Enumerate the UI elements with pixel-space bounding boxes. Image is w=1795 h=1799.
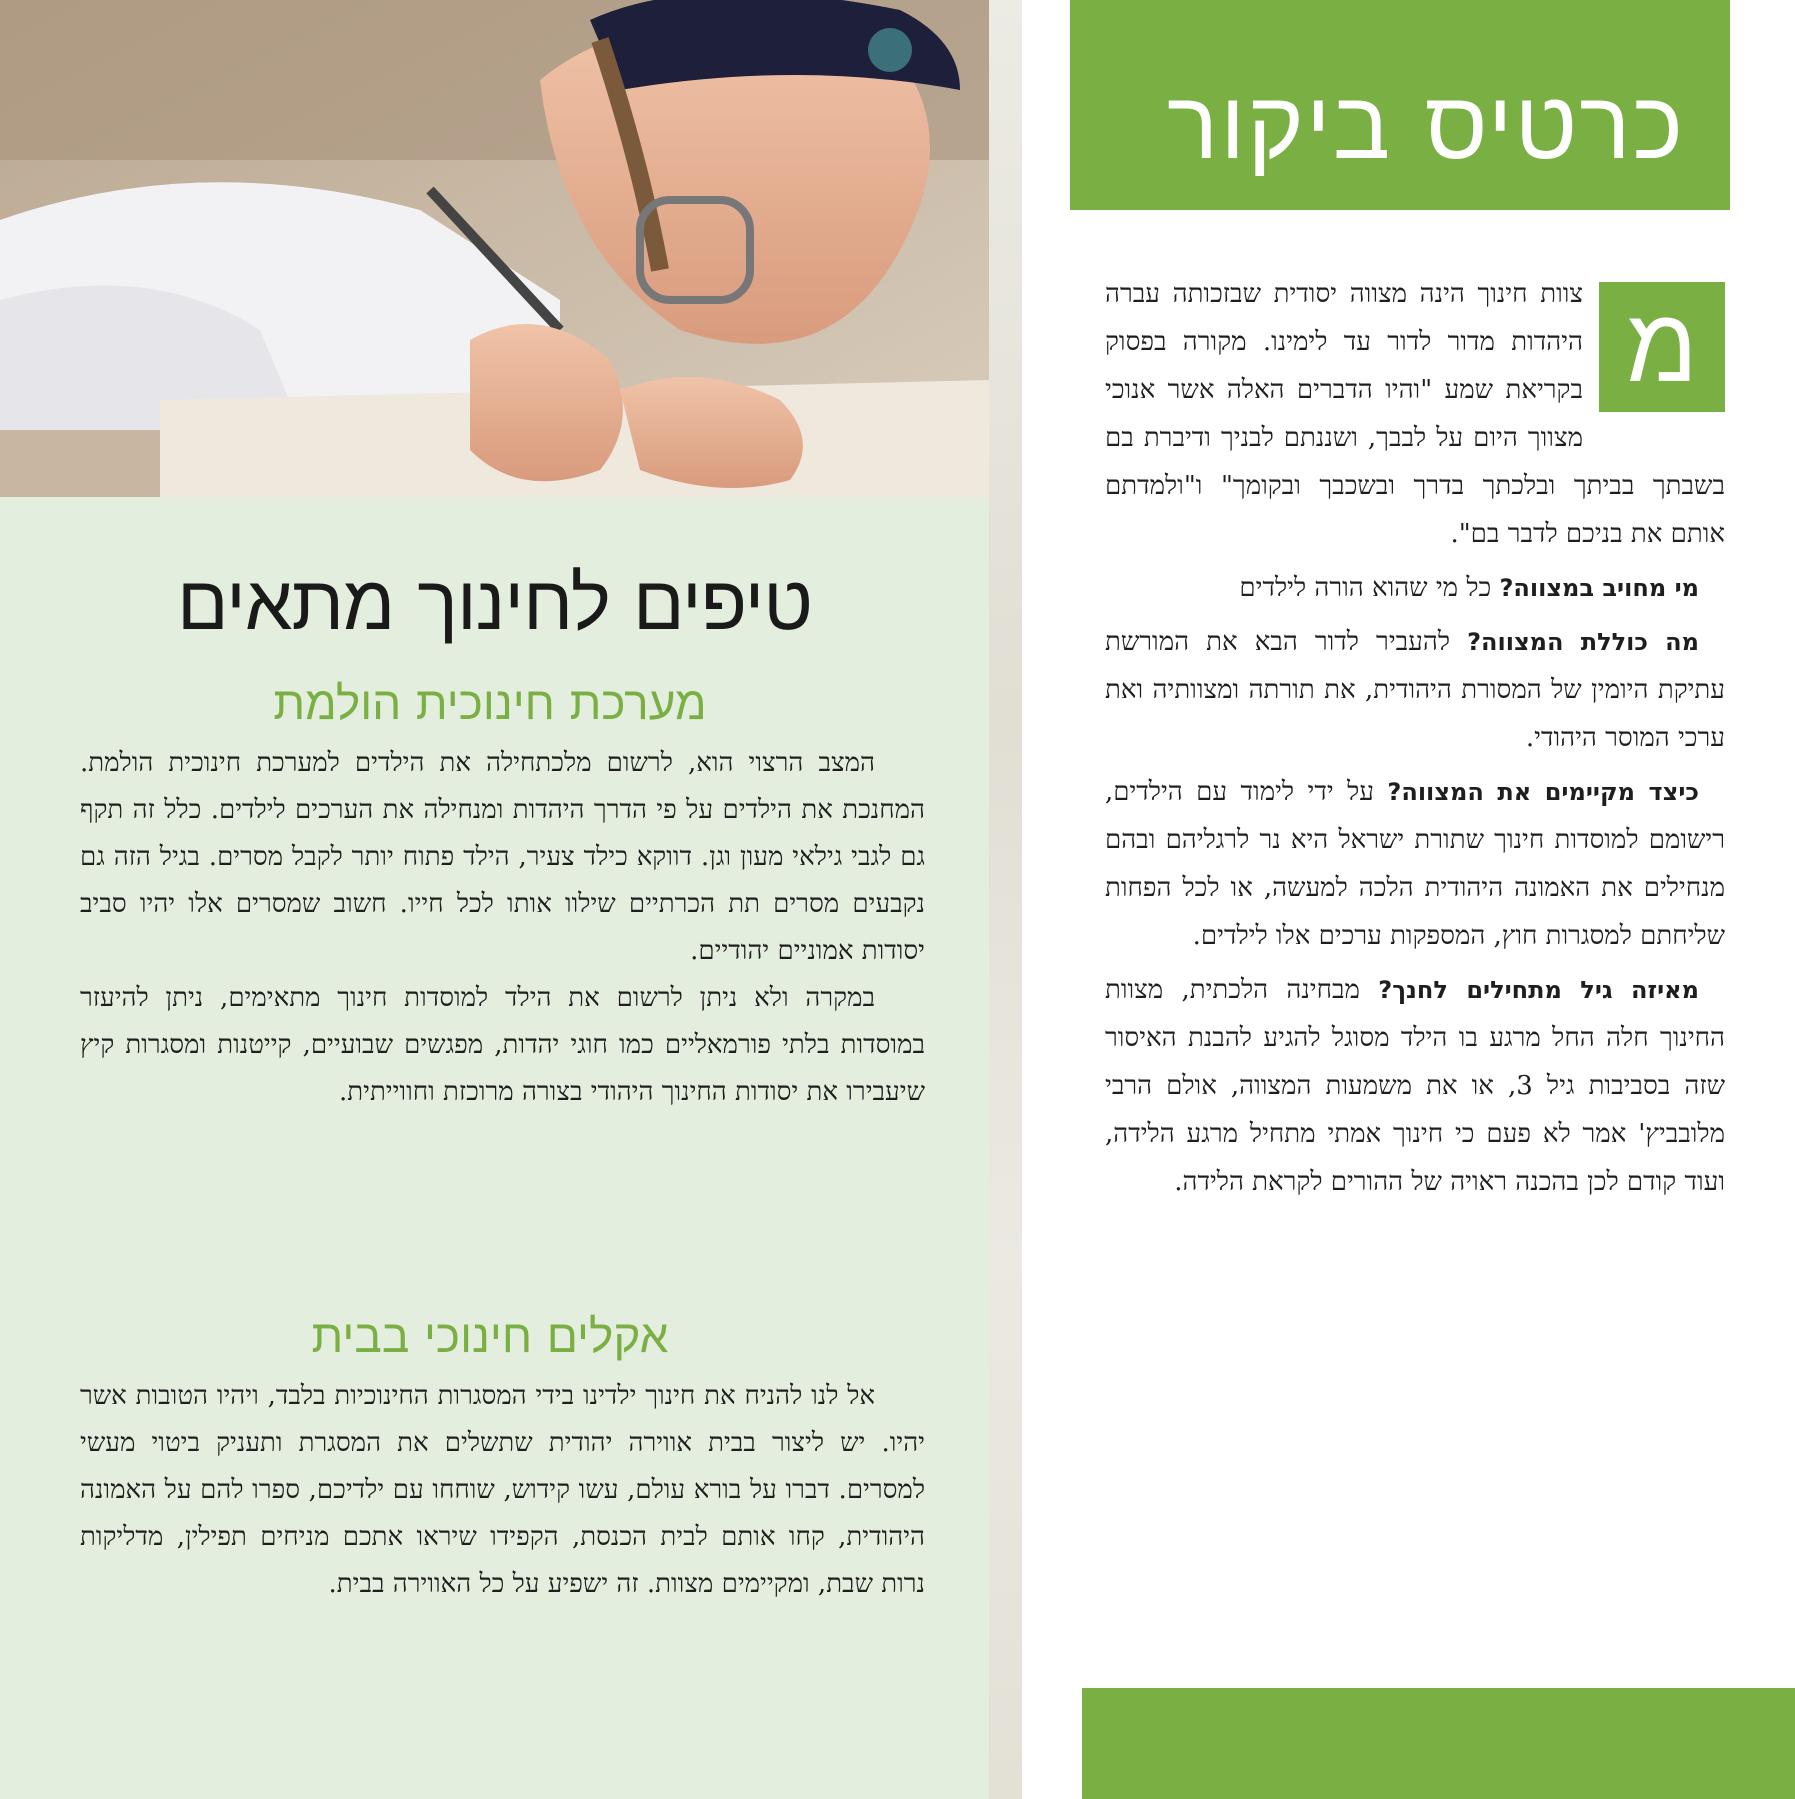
bottom-accent-bar [1082,1688,1795,1799]
qa-item [1105,618,1725,762]
tips-paragraph: המצב הרצוי הוא, לרשום מלכתחילה את הילדים למערכת חינוכית הולמת. המחנכת את הילדים על פי הדרך היהדות ומנחילה את הערכים לילדים. כלל זה תקף גם לגבי גילאי מעון וגן. דווקא כילד צעיר, הילד פתוח יותר לקבל מסרים. בגיל הזה גם נקבעים מסרים תת הכרתיים שילוו אותו לכל חייו. חשוב שמסרים אלו יהיו סביב יסודות אמוניים יהודיים. [80,748,926,966]
intro-text: צוות חינוך הינה מצווה יסודית שבזכותה עברה היהדות מדור לדור עד לימינו. מקורה בפסוק בקריאת שמע "והיו הדברים האלה אשר אנוכי מצווך היום על לבבך, ושננתם לבניך ודיברת בם בשבתך בביתך ובלכתך בדרך ובשכבך ובקומך" ו"ולמדתם אותם את בניכם לדבר בם". [1105,279,1725,549]
qa-item [1105,564,1725,612]
qa-answer: להעביר לדור הבא את המורשת עתיקת היומין של המסורת היהודית, את תורתה ומצוותיה ואת ערכי המוסר היהודי. [1105,627,1725,753]
page-title: כרטיס ביקור [1166,69,1685,181]
intro-paragraph [1105,270,1725,558]
qa-item [1105,768,1725,960]
qa-item [1105,966,1725,1206]
qa-answer: על ידי לימוד עם הילדים, רישומם למוסדות חינוך שתורת ישראל היא נר לרגליהם ובהם מנחילים את האמונה היהודית הלכה למעשה, או לכל הפחות שליחתם למסגרות חוץ, המספקות ערכים אלו לילדים. [1105,777,1725,951]
qa-answer: מבחינה הלכתית, מצוות החינוך חלה החל מרגע בו הילד מסוגל להגיע להבנת האיסור שזה בסביבות גיל 3, או את משמעות המצווה, אולם הרבי מלובביץ' אמר לא פעם כי חינוך אמתי מתחיל מרגע הלידה, ועוד קודם לכן בהכנה ראויה של ההורים לקראת הלידה. [1105,975,1725,1197]
title-bar [1070,0,1730,210]
section-heading-home-climate: אקלים חינוכי בבית [311,1309,669,1363]
section-body-education-system [80,740,925,1116]
tips-paragraph: במקרה ולא ניתן לרשום את הילד למוסדות חינוך מתאימים, ניתן להיעזר במוסדות בלתי פורמאליים כמו חוגי יהדות, מפגשים שבועיים, קייטנות ומסגרות קיץ שיעבירו את יסודות החינוך היהודי בצורה מרוכזת וחווייתית. [80,983,925,1107]
section-heading-education-system: מערכת חינוכית הולמת [273,676,707,730]
tips-title: טיפים לחינוך מתאים [177,558,812,647]
decorative-divider [989,0,1022,1799]
section-body-home-climate [80,1373,925,1608]
qa-question: מה כוללת המצווה? [1467,628,1700,656]
photo-illustration [0,0,989,497]
qa-question: מאיזה גיל מתחילים לחנך? [1378,976,1700,1004]
drop-cap: מ [1599,282,1725,412]
main-article [1105,270,1725,1212]
qa-answer: כל מי שהוא הורה לילדים [1239,573,1492,603]
qa-question: כיצד מקיימים את המצווה? [1387,778,1699,806]
tips-paragraph: אל לנו להניח את חינוך ילדינו בידי המסגרות החינוכיות בלבד, ויהיו הטובות אשר יהיו. יש ליצור בבית אווירה יהודית שתשלים את המסגרת ותעניק ביטוי מעשי למסרים. דברו על בורא עולם, עשו קידוש, שוחחו עם ילדיכם, ספרו להם על האמונה היהודית, קחו אותם לבית הכנסת, הקפידו שיראו אתכם מניחים תפילין, מדליקות נרות שבת, ומקיימים מצוות. זה ישפיע על כל האווירה בבית. [80,1381,925,1599]
qa-question: מי מחויב במצווה? [1499,574,1699,602]
student-writing-photo [0,0,989,497]
